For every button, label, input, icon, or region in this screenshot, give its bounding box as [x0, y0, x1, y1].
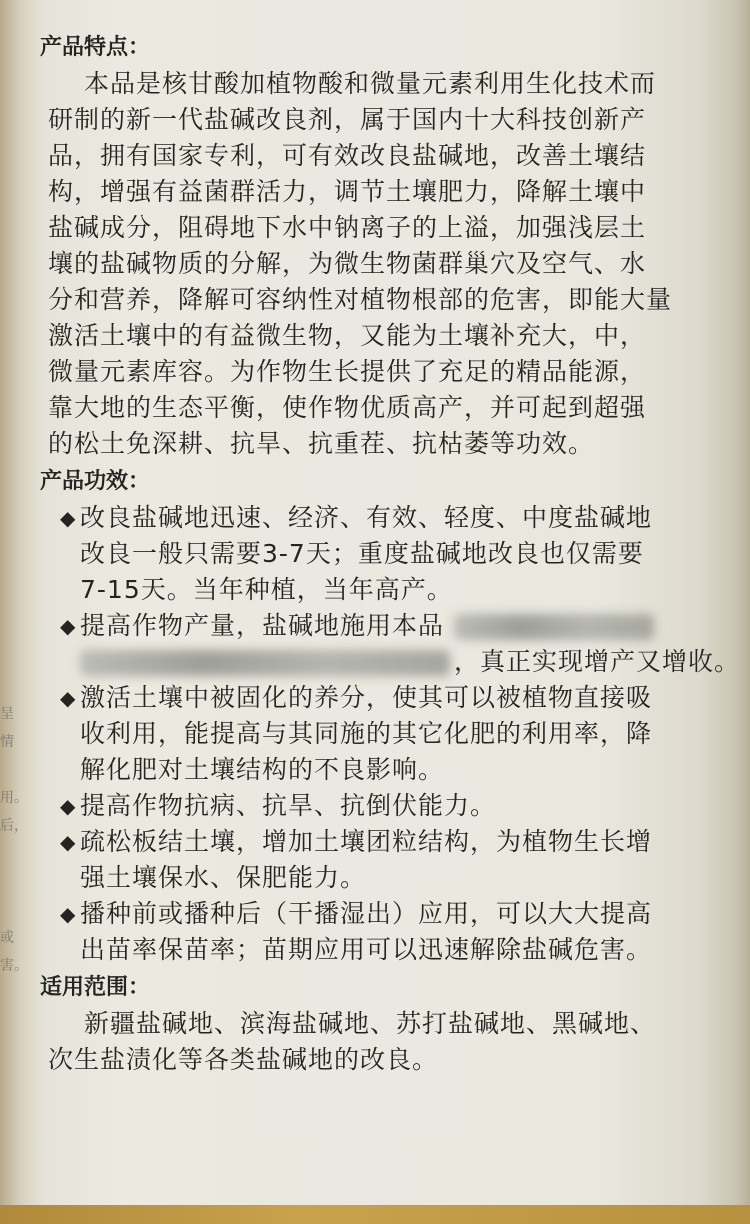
blurred-text: [80, 650, 450, 676]
diamond-bullet-icon: ◆: [60, 794, 77, 818]
features-line: 盐碱成分，阻碍地下水中钠离子的上溢，加强浅层土: [48, 213, 647, 242]
diamond-bullet-icon: ◆: [60, 830, 77, 854]
features-line: 分和营养，降解可容纳性对植物根部的危害，即能大量: [48, 285, 673, 314]
features-line: 激活土壤中的有益微生物，又能为土壤补充大，中，: [48, 321, 647, 350]
bottle-base-band: [0, 1205, 750, 1224]
list-item: ◆ 改良盐碱地迅速、经济、有效、轻度、中度盐碱地 改良一般只需要3-7天；重度盐碱地改良也仅需要 7-15天。当年种植，当年高产。: [40, 500, 740, 608]
diamond-bullet-icon: ◆: [60, 686, 77, 710]
features-line: 品，拥有国家专利，可有效改良盐碱地，改善土壤结: [48, 141, 647, 170]
list-item: ◆ 播种前或播种后（干播湿出）应用，可以大大提高 出苗率保苗率；苗期应用可以迅速解除盐碱危害。: [40, 896, 740, 968]
effects-heading: 产品功效：: [40, 469, 151, 494]
list-item: ◆ 激活土壤中被固化的养分，使其可以被植物直接吸 收利用，能提高与其同施的其它化肥的利用率，降 解化肥对土壤结构的不良影响。: [40, 680, 740, 788]
features-paragraph: [40, 66, 740, 462]
scope-line: 新疆盐碱地、滨海盐碱地、苏打盐碱地、黑碱地、: [84, 1009, 657, 1038]
effects-list: [40, 500, 740, 968]
features-line: 构，增强有益菌群活力，调节土壤肥力，降解土壤中: [48, 177, 647, 206]
features-heading: 产品特点：: [40, 35, 151, 60]
diamond-bullet-icon: ◆: [60, 506, 77, 530]
left-edge-fragment: 呈 情 用。 后， 或 害。: [0, 706, 28, 974]
features-line: 微量元素库容。为作物生长提供了充足的精品能源，: [48, 357, 647, 386]
product-label: [40, 28, 740, 1078]
features-line: 的松土免深耕、抗旱、抗重茬、抗枯萎等功效。: [48, 429, 595, 458]
features-line: 本品是核甘酸加植物酸和微量元素利用生化技术而: [84, 69, 657, 98]
scope-heading: 适用范围：: [40, 975, 151, 1000]
features-line: 靠大地的生态平衡，使作物优质高产，并可起到超强: [48, 393, 647, 422]
scope-paragraph: [40, 1006, 740, 1078]
list-item: ◆ 疏松板结土壤，增加土壤团粒结构，为植物生长增 强土壤保水、保肥能力。: [40, 824, 740, 896]
scope-line: 次生盐渍化等各类盐碱地的改良。: [48, 1045, 439, 1074]
blurred-text: [454, 614, 654, 640]
diamond-bullet-icon: ◆: [60, 614, 77, 638]
list-item: ◆ 提高作物抗病、抗旱、抗倒伏能力。: [40, 788, 740, 824]
diamond-bullet-icon: ◆: [60, 902, 77, 926]
list-item: ◆ 提高作物产量，盐碱地施用本品 ，真正实现增产又增收。: [40, 608, 740, 680]
features-line: 研制的新一代盐碱改良剂，属于国内十大科技创新产: [48, 105, 647, 134]
features-line: 壤的盐碱物质的分解，为微生物菌群巢穴及空气、水: [48, 249, 647, 278]
